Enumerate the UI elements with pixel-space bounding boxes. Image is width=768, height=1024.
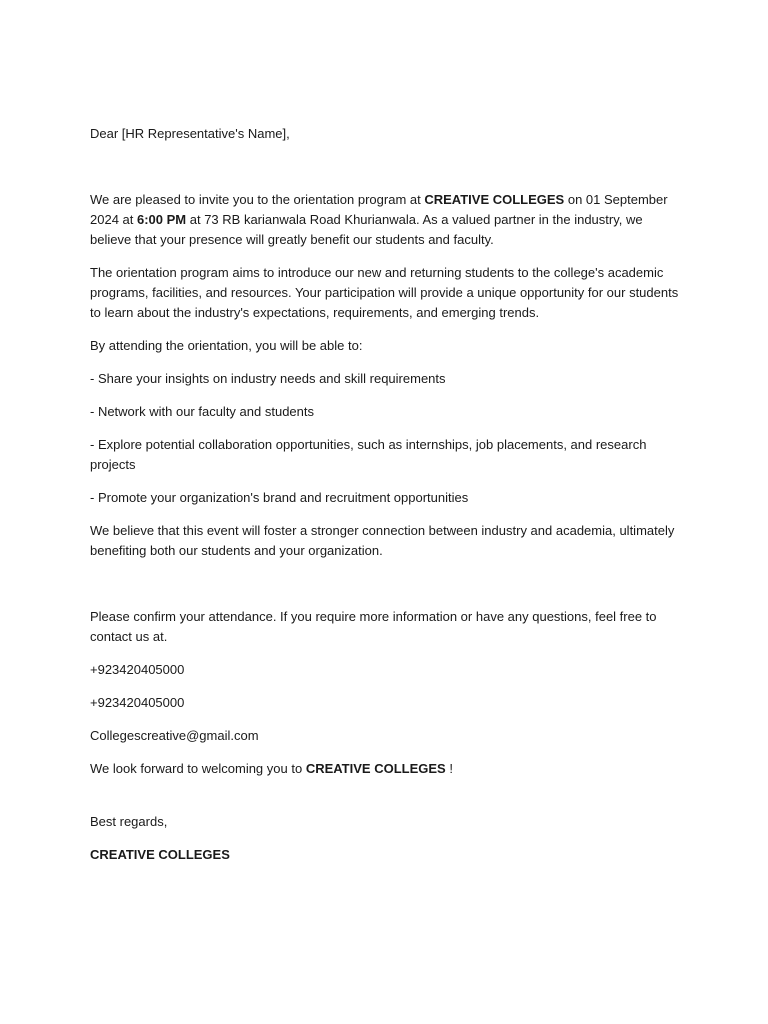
- intro-text-2: on 01 September 2024 at: [90, 192, 668, 227]
- intro-text-3: at 73 RB karianwala Road Khurianwala. As a valued partner in the industry, we believe that your presence will greatly benefit our students and faculty.: [90, 212, 643, 247]
- intro-org-name: CREATIVE COLLEGES: [424, 192, 565, 207]
- letter-body: [90, 124, 682, 878]
- closing-text: We look forward to welcoming you to: [90, 761, 306, 776]
- confirm-paragraph: Please confirm your attendance. If you require more information or have any questions, feel free to contact us at.: [90, 609, 657, 644]
- closing-line: [90, 759, 682, 779]
- regards: Best regards,: [90, 814, 168, 829]
- benefits-intro: By attending the orientation, you will be able to:: [90, 338, 363, 353]
- signature-org-name: CREATIVE COLLEGES: [90, 847, 230, 862]
- intro-text-1: We are pleased to invite you to the orientation program at: [90, 192, 425, 207]
- intro-time: 6:00 PM: [137, 212, 187, 227]
- contact-email: Collegescreative@gmail.com: [90, 728, 259, 743]
- closing-end: !: [445, 761, 453, 776]
- signature: [90, 845, 682, 865]
- intro-paragraph: [90, 190, 682, 250]
- phone-number-1: +923420405000: [90, 662, 185, 677]
- belief-paragraph: We believe that this event will foster a stronger connection between industry and academia, ultimately benefiting both our students and your organization.: [90, 523, 675, 558]
- aims-paragraph: The orientation program aims to introduce our new and returning students to the college's academic programs, facilities, and resources. Your participation will provide a unique opportunity for our students to learn about the industry's expectations, requirements, and emerging trends.: [90, 265, 679, 320]
- benefit-item-insights: - Share your insights on industry needs and skill requirements: [90, 371, 446, 386]
- salutation: Dear [HR Representative's Name],: [90, 126, 290, 141]
- benefit-item-network: - Network with our faculty and students: [90, 404, 314, 419]
- benefit-item-promote: - Promote your organization's brand and recruitment opportunities: [90, 490, 469, 505]
- phone-number-2: +923420405000: [90, 695, 185, 710]
- benefit-item-collaboration: - Explore potential collaboration opportunities, such as internships, job placements, and research projects: [90, 437, 647, 472]
- closing-org-name: CREATIVE COLLEGES: [305, 761, 446, 776]
